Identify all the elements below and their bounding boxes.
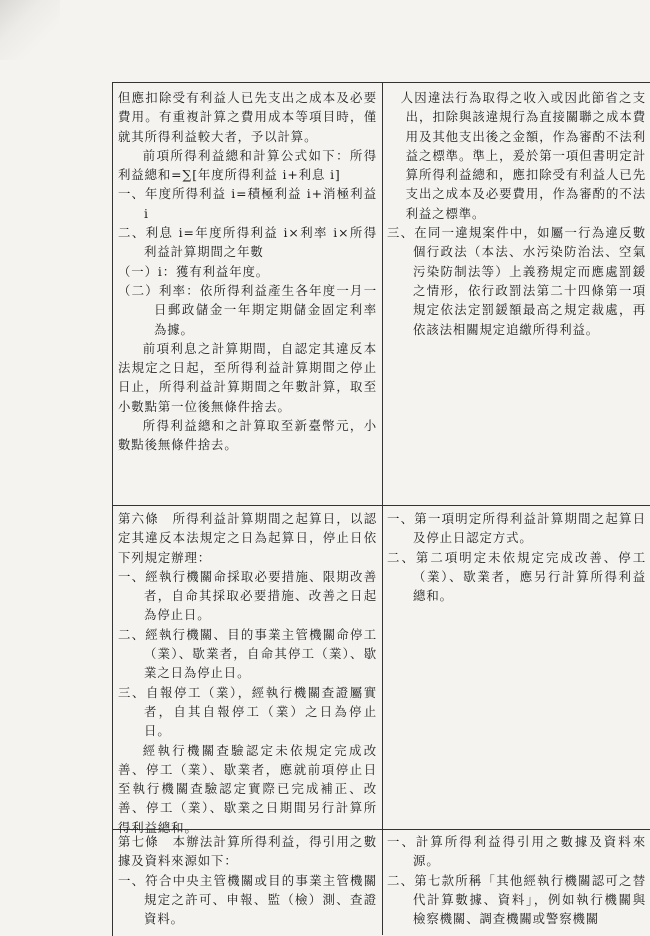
paragraph: 第六條 所得利益計算期間之起算日，以認定其違反本法規定之日為起算日，停止日依下列規定辦理： bbox=[118, 511, 377, 565]
paragraph: 前項所得利益總和計算公式如下：所得利益總和=∑[年度所得利益 i+利息 i] bbox=[118, 147, 377, 183]
paragraph: 前項利息之計算期間，自認定其違反本法規定之日起，至所得利益計算期間之停止日止，所得利益計算期間之年數計算，取至小數點第一位後無條件捨去。 bbox=[118, 340, 377, 414]
paragraph: 一、計算所得利益得引用之數據及資料來源。 bbox=[387, 834, 646, 869]
paragraph: 一、第一項明定所得利益計算期間之起算日及停止日認定方式。 bbox=[387, 511, 646, 546]
paragraph: 經執行機關查驗認定未依規定完成改善、停工（業）、歇業者，應就前項停止日至執行機關查驗認定實際已完成補正、改善、停工（業）、歇業之日期間另行計算所得利益總和。 bbox=[118, 742, 377, 835]
row2-explanation-text bbox=[387, 509, 646, 605]
paragraph: 二、經執行機關、目的事業主管機關命停工（業）、歇業者，自命其停工（業）、歇業之日為停止日。 bbox=[118, 626, 377, 681]
row1-article-text bbox=[118, 88, 377, 455]
paragraph: 三、自報停工（業），經執行機關查證屬實者，自其自報停工（業）之日為停止日。 bbox=[118, 684, 377, 739]
row3-explanation-text bbox=[387, 832, 646, 928]
paragraph: 三、在同一違規案件中，如屬一行為違反數個行政法（本法、水污染防治法、空氣污染防制法等）上義務規定而應處罰鍰之情形，依行政罰法第二十四條第一項規定依法定罰鍰額最高之規定裁處，再依該法相關規定追繳所得利益。 bbox=[387, 225, 646, 337]
page-corner-shadow bbox=[0, 0, 60, 60]
column-divider bbox=[382, 82, 383, 935]
row1-explanation-text bbox=[387, 88, 646, 339]
row3-article-text bbox=[118, 832, 377, 928]
paragraph: 第七條 本辦法計算所得利益，得引用之數據及資料來源如下： bbox=[118, 834, 377, 869]
row2-article-text bbox=[118, 509, 377, 837]
paragraph: 二、第七款所稱「其他經執行機關認可之替代計算數據、資料」，例如執行機關與檢察機關、調查機關或警察機關 bbox=[387, 872, 646, 927]
paragraph: 二、利息 i=年度所得利益 i×利率 i×所得利益計算期間之年數 bbox=[118, 225, 377, 260]
paragraph: （二）利率：依所得利益產生各年度一月一日郵政儲金一年期定期儲金固定利率為據。 bbox=[118, 282, 377, 337]
paragraph: 一、經執行機關命採取必要措施、限期改善者，自命其採取必要措施、改善之日起為停止日。 bbox=[118, 568, 377, 623]
paragraph: 一、符合中央主管機關或目的事業主管機關規定之許可、申報、監（檢）測、查證資料。 bbox=[118, 872, 377, 927]
paragraph: 二、第二項明定未依規定完成改善、停工（業）、歇業者，應另行計算所得利益總和。 bbox=[387, 549, 646, 604]
paragraph: 但應扣除受有利益人已先支出之成本及必要費用。有重複計算之費用成本等項目時，僅就其所得利益較大者，予以計算。 bbox=[118, 90, 377, 144]
paragraph: 一、年度所得利益 i=積極利益 i+消極利益 i bbox=[118, 186, 377, 221]
row-divider-1 bbox=[112, 505, 650, 506]
paragraph: （一）i：獲有利益年度。 bbox=[118, 263, 270, 279]
paragraph: 人因違法行為取得之收入或因此節省之支出，扣除與該違規行為直接關聯之成本費用及其他支出後之金額，作為審酌不法利益之標準。準上，爰於第一項但書明定計算所得利益總和，應扣除受有利益人已先支出之成本及必要費用，作為審酌的不法利益之標準。 bbox=[387, 90, 646, 221]
paragraph: 所得利益總和之計算取至新臺幣元，小數點後無條件捨去。 bbox=[118, 418, 377, 453]
